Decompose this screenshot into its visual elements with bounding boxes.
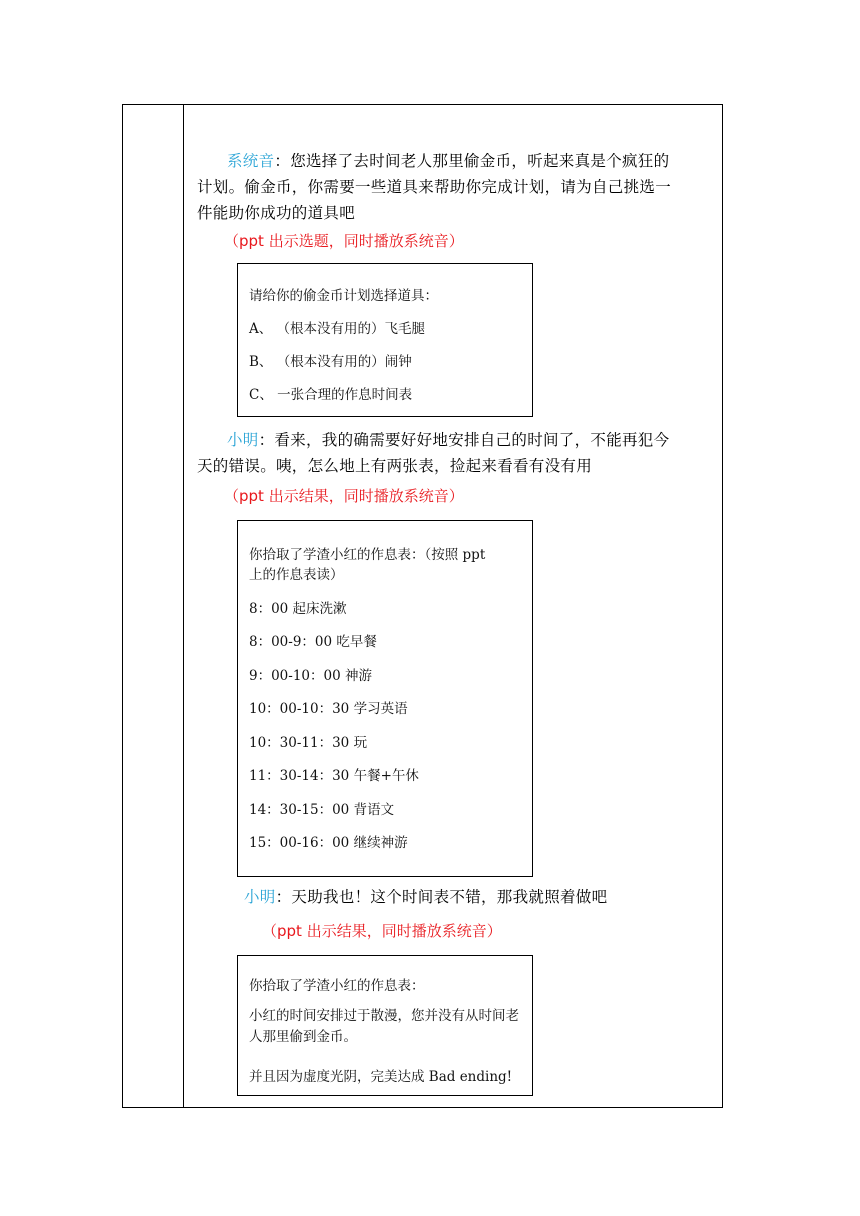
paragraph-text: ：看来，我的确需要好好地安排自己的时间了，不能再犯今 <box>258 431 670 449</box>
result-box <box>237 955 533 1096</box>
schedule-box <box>237 520 533 877</box>
schedule-title: 上的作息表读） <box>249 567 344 583</box>
schedule-item: 15：00-16：00 继续神游 <box>249 835 408 851</box>
paragraph-text: 天的错误。咦，怎么地上有两张表，捡起来看看有没有用 <box>197 457 593 475</box>
schedule-item: 8：00 起床洗漱 <box>249 601 347 617</box>
system-voice-paragraph <box>197 148 717 226</box>
paragraph-text: ：您选择了去时间老人那里偷金币，听起来真是个疯狂的 <box>274 152 670 170</box>
schedule-title: 你拾取了学渣小红的作息表：（按照 ppt <box>249 547 486 563</box>
speaker-label: 小明 <box>227 431 259 449</box>
choice-box <box>237 263 533 417</box>
stage-direction: （ppt 出示结果，同时播放系统音） <box>262 922 502 940</box>
choice-option: B、 （根本没有用的）闹钟 <box>249 354 412 370</box>
schedule-item: 11：30-14：30 午餐+午休 <box>249 768 419 784</box>
result-body: 小红的时间安排过于散漫，您并没有从时间老人那里偷到金币。 <box>249 1008 519 1045</box>
paragraph-text: ：天助我也！这个时间表不错，那我就照着做吧 <box>275 888 608 906</box>
choice-option: A、 （根本没有用的）飞毛腿 <box>249 321 426 337</box>
stage-direction: （ppt 出示选题，同时播放系统音） <box>224 232 464 250</box>
paragraph-text: 件能助你成功的道具吧 <box>197 204 356 222</box>
paragraph-text: 计划。偷金币，你需要一些道具来帮助你完成计划，请为自己挑选一 <box>197 178 672 196</box>
xiaoming-paragraph <box>197 427 717 479</box>
schedule-item: 8：00-9：00 吃早餐 <box>249 634 377 650</box>
schedule-item: 14：30-15：00 背语文 <box>249 802 395 818</box>
choice-option: C、 一张合理的作息时间表 <box>249 387 413 403</box>
result-title: 你拾取了学渣小红的作息表： <box>249 978 425 994</box>
column-divider <box>183 104 184 1108</box>
speaker-label: 系统音 <box>227 152 275 170</box>
xiaoming-reply <box>244 884 607 910</box>
result-ending: 并且因为虚度光阴，完美达成 Bad ending! <box>249 1069 513 1085</box>
schedule-item: 10：30-11：30 玩 <box>249 735 368 751</box>
schedule-item: 10：00-10：30 学习英语 <box>249 701 408 717</box>
speaker-label: 小明 <box>244 888 276 906</box>
schedule-item: 9：00-10：00 神游 <box>249 668 372 684</box>
stage-direction: （ppt 出示结果，同时播放系统音） <box>224 487 464 505</box>
choice-title: 请给你的偷金币计划选择道具： <box>249 288 438 304</box>
